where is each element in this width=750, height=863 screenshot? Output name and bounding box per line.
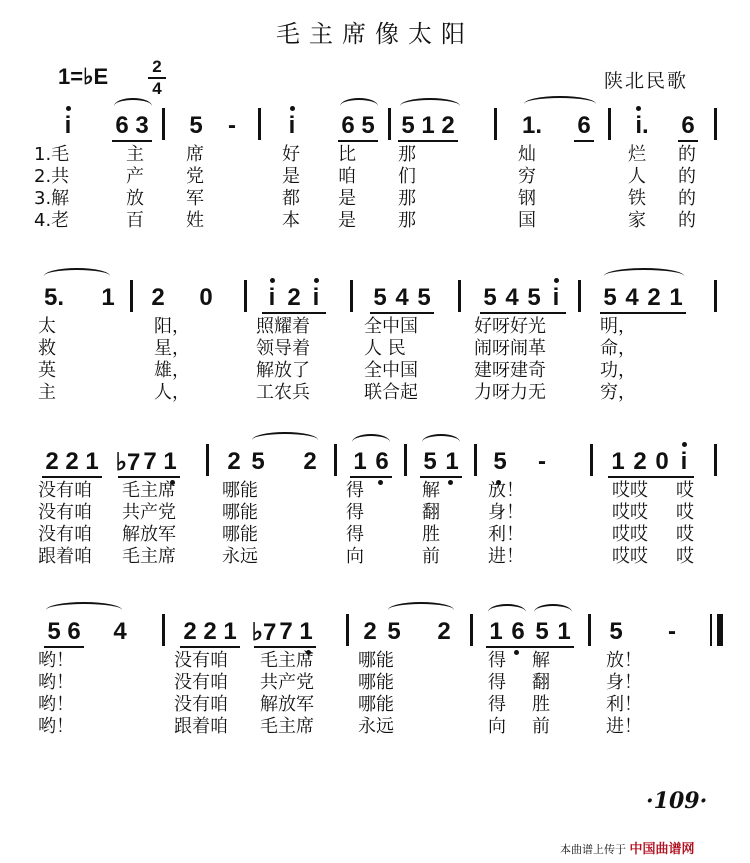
- slur: [400, 98, 460, 114]
- lyric: 哎: [676, 546, 694, 567]
- slur: [114, 98, 152, 114]
- barline: [162, 108, 165, 140]
- note: 1: [611, 448, 625, 475]
- lyric-line: [34, 546, 724, 568]
- slur: [340, 98, 378, 114]
- lyric: 领导着: [256, 338, 310, 359]
- lyric: 没有咱: [38, 480, 92, 501]
- lyric: 的: [678, 166, 696, 187]
- octave-dot: [314, 278, 319, 283]
- lyric-line: [34, 694, 724, 716]
- lyric: 人 民: [364, 338, 406, 359]
- barline: [350, 280, 353, 312]
- octave-dot: [290, 106, 295, 111]
- slur: [488, 604, 526, 620]
- note: 1: [163, 448, 177, 475]
- beam: [254, 646, 316, 648]
- barline: [162, 614, 165, 646]
- lyric-line: [34, 188, 724, 210]
- lyric: 星，: [154, 338, 190, 359]
- footer-credit: [560, 838, 695, 857]
- barline: [588, 614, 591, 646]
- lyric: 毛主席: [260, 716, 314, 737]
- note: 4: [113, 618, 127, 645]
- site-logo[interactable]: 中国曲谱网: [629, 842, 695, 857]
- slur: [534, 604, 572, 620]
- lyric: 2.共: [34, 166, 70, 187]
- lyric: 利！: [606, 694, 642, 715]
- octave-dot: [270, 278, 275, 283]
- note: 7: [143, 448, 157, 475]
- beam: [112, 140, 152, 142]
- note: 5: [47, 618, 61, 645]
- beam: [420, 476, 462, 478]
- note: 1.: [521, 112, 542, 139]
- barline: [346, 614, 349, 646]
- note: 5.: [43, 284, 64, 311]
- lyric: 闹呀闹革: [474, 338, 546, 359]
- note: 2: [45, 448, 59, 475]
- lyric: 明，: [600, 316, 636, 337]
- lyric: 那: [398, 210, 416, 231]
- lyric: 人: [628, 166, 646, 187]
- note: 3: [135, 112, 149, 139]
- note: 1: [557, 618, 571, 645]
- lyric: 哎哎: [612, 502, 648, 523]
- lyric: 进！: [606, 716, 642, 737]
- beam: [398, 140, 458, 142]
- note: 6: [577, 112, 591, 139]
- lyric-line: [34, 672, 724, 694]
- note: i: [288, 112, 296, 139]
- barline: [404, 444, 407, 476]
- lyric-line: [34, 144, 724, 166]
- note: 2: [647, 284, 661, 311]
- note: 1: [445, 448, 459, 475]
- slur: [604, 268, 684, 284]
- lyric-line: [34, 210, 724, 232]
- lyric: 解: [532, 650, 550, 671]
- note: 2: [183, 618, 197, 645]
- slur: [252, 432, 318, 448]
- score-system-4: [34, 610, 724, 738]
- beam: [486, 646, 574, 648]
- barline: [388, 108, 391, 140]
- lyric: 好: [282, 144, 300, 165]
- lyric: 哪能: [358, 694, 394, 715]
- lyric: 永远: [358, 716, 394, 737]
- final-barline-thin: [710, 614, 712, 646]
- lyric-line: [34, 316, 724, 338]
- notation-row: [34, 104, 724, 144]
- footer-text: 本曲谱上传于: [560, 843, 626, 856]
- lyric: 是: [282, 166, 300, 187]
- note: 6: [375, 448, 389, 475]
- note: 5: [373, 284, 387, 311]
- lyric: 哎: [676, 480, 694, 501]
- note: 5: [361, 112, 375, 139]
- note: i: [64, 112, 72, 139]
- beam: [262, 312, 326, 314]
- lyric: 1.毛: [34, 144, 70, 165]
- octave-dot: [554, 278, 559, 283]
- note: 5: [417, 284, 431, 311]
- slur: [352, 434, 390, 450]
- lyric: 哎: [676, 524, 694, 545]
- lyric: 本: [282, 210, 300, 231]
- note: 5: [609, 618, 623, 645]
- lyric: 共产党: [260, 672, 314, 693]
- beam: [338, 140, 378, 142]
- lyric: 解放了: [256, 360, 310, 381]
- note: i.: [635, 112, 649, 139]
- lyric-line: [34, 360, 724, 382]
- beam: [600, 312, 686, 314]
- lyric: 身！: [488, 502, 524, 523]
- note: ♭7: [251, 619, 277, 646]
- lyric: 得: [346, 502, 364, 523]
- lyric: 姓: [186, 210, 204, 231]
- note: 6: [681, 112, 695, 139]
- slur: [388, 602, 454, 618]
- note: 1: [669, 284, 683, 311]
- slur: [524, 96, 596, 112]
- note: i: [312, 284, 320, 311]
- lyric: 哪能: [358, 650, 394, 671]
- lyric: 哎: [676, 502, 694, 523]
- beam: [574, 140, 594, 142]
- note: 2: [437, 618, 451, 645]
- barline: [458, 280, 461, 312]
- barline: [334, 444, 337, 476]
- lyric: 工农兵: [256, 382, 310, 403]
- lyric: 3.解: [34, 188, 70, 209]
- barline: [494, 108, 497, 140]
- lyric: 雄，: [154, 360, 190, 381]
- lyric: 阳，: [154, 316, 190, 337]
- lyric: 利！: [488, 524, 524, 545]
- lyric: 永远: [222, 546, 258, 567]
- lyric: 毛主席: [122, 546, 176, 567]
- lyric: 主: [38, 382, 56, 403]
- note: 2: [227, 448, 241, 475]
- lyric: 哎哎: [612, 546, 648, 567]
- lyric: 哟！: [38, 650, 74, 671]
- note: -: [538, 448, 546, 475]
- note: 0: [655, 448, 669, 475]
- lyric-line: [34, 166, 724, 188]
- note: 1: [353, 448, 367, 475]
- note: 4: [395, 284, 409, 311]
- lyric: 力呀力无: [474, 382, 546, 403]
- barline: [244, 280, 247, 312]
- lyric: 穷: [518, 166, 536, 187]
- lyric-line: [34, 480, 724, 502]
- lyric: 放！: [606, 650, 642, 671]
- lyric: 得: [346, 480, 364, 501]
- beam: [180, 646, 240, 648]
- lyric: 党: [186, 166, 204, 187]
- note: 2: [633, 448, 647, 475]
- lyric: 家: [628, 210, 646, 231]
- note: 1: [489, 618, 503, 645]
- note: 2: [65, 448, 79, 475]
- lyric: 席: [186, 144, 204, 165]
- note: 2: [363, 618, 377, 645]
- note: -: [228, 112, 236, 139]
- note: 2: [303, 448, 317, 475]
- lyric: 解放军: [122, 524, 176, 545]
- barline: [470, 614, 473, 646]
- lyric: 跟着咱: [174, 716, 228, 737]
- note: 5: [423, 448, 437, 475]
- lyric: 哪能: [358, 672, 394, 693]
- lyric: 那: [398, 188, 416, 209]
- octave-dot: [682, 442, 687, 447]
- key-signature: 1=♭E: [58, 64, 109, 89]
- note: 5: [401, 112, 415, 139]
- note: 2: [151, 284, 165, 311]
- lyric: 救: [38, 338, 56, 359]
- lyric: 4.老: [34, 210, 70, 231]
- note: 1: [421, 112, 435, 139]
- note: 2: [441, 112, 455, 139]
- lyric: 胜: [422, 524, 440, 545]
- barline: [474, 444, 477, 476]
- lyric: 的: [678, 188, 696, 209]
- lyric: 太: [38, 316, 56, 337]
- lyric: 英: [38, 360, 56, 381]
- note: 5: [251, 448, 265, 475]
- lyric: 共产党: [122, 502, 176, 523]
- lyric: 得: [488, 672, 506, 693]
- lyric-line: [34, 650, 724, 672]
- barline: [714, 444, 717, 476]
- beam: [118, 476, 180, 478]
- time-denominator: 4: [152, 79, 162, 98]
- lyric: 人，: [154, 382, 190, 403]
- song-origin: 陕北民歌: [604, 70, 689, 92]
- slur: [44, 268, 110, 284]
- lyric: 钢: [518, 188, 536, 209]
- lyric: 前: [422, 546, 440, 567]
- lyric: 照耀着: [256, 316, 310, 337]
- note: 4: [505, 284, 519, 311]
- beam: [678, 140, 698, 142]
- lyric: 翻: [422, 502, 440, 523]
- score-system-2: [34, 276, 724, 404]
- note: i: [268, 284, 276, 311]
- note: 2: [203, 618, 217, 645]
- barline: [590, 444, 593, 476]
- lyric: 哎哎: [612, 480, 648, 501]
- score-system-1: [34, 104, 724, 232]
- lyric: 军: [186, 188, 204, 209]
- beam: [350, 476, 392, 478]
- lyric: 哪能: [222, 502, 258, 523]
- lyric: 放！: [488, 480, 524, 501]
- barline: [608, 108, 611, 140]
- lyric: 进！: [488, 546, 524, 567]
- final-barline-thick: [717, 614, 723, 646]
- note: ♭7: [115, 449, 141, 476]
- lyric: 功，: [600, 360, 636, 381]
- lyric: 全中国: [364, 360, 418, 381]
- page-number: ·109·: [646, 788, 708, 814]
- score-system-3: [34, 440, 724, 568]
- barline: [258, 108, 261, 140]
- time-numerator: 2: [152, 57, 162, 76]
- octave-dot: [636, 106, 641, 111]
- beam: [480, 312, 566, 314]
- lyric: 没有咱: [174, 650, 228, 671]
- lyric: 哪能: [222, 480, 258, 501]
- lyric: 都: [282, 188, 300, 209]
- slur: [46, 602, 122, 618]
- barline: [130, 280, 133, 312]
- note: 6: [511, 618, 525, 645]
- lyric: 是: [338, 210, 356, 231]
- lyric: 建呀建奇: [474, 360, 546, 381]
- lyric: 主: [126, 144, 144, 165]
- lyric: 毛主席: [122, 480, 176, 501]
- lyric: 没有咱: [174, 694, 228, 715]
- song-title: 毛主席像太阳: [276, 20, 474, 48]
- lyric: 向: [488, 716, 506, 737]
- lyric: 产: [126, 166, 144, 187]
- lyric: 百: [126, 210, 144, 231]
- lyric: 那: [398, 144, 416, 165]
- beam: [42, 476, 102, 478]
- barline: [206, 444, 209, 476]
- lyric: 的: [678, 210, 696, 231]
- note: 6: [67, 618, 81, 645]
- lyric: 身！: [606, 672, 642, 693]
- note: 7: [279, 618, 293, 645]
- note: 1: [299, 618, 313, 645]
- note: 6: [115, 112, 129, 139]
- note: 5: [189, 112, 203, 139]
- lyric: 的: [678, 144, 696, 165]
- lyric: 得: [488, 694, 506, 715]
- lyric: 跟着咱: [38, 546, 92, 567]
- lyric: 毛主席: [260, 650, 314, 671]
- lyric: 哟！: [38, 716, 74, 737]
- notation-row: [34, 440, 724, 480]
- lyric: 解放军: [260, 694, 314, 715]
- lyric: 哟！: [38, 694, 74, 715]
- lyric-line: [34, 502, 724, 524]
- lyric: 们: [398, 166, 416, 187]
- lyric: 翻: [532, 672, 550, 693]
- lyric: 联合起: [364, 382, 418, 403]
- note: 4: [625, 284, 639, 311]
- lyric: 胜: [532, 694, 550, 715]
- lyric: 哟！: [38, 672, 74, 693]
- note: 1: [85, 448, 99, 475]
- note: 5: [387, 618, 401, 645]
- lyric: 向: [346, 546, 364, 567]
- barline: [714, 280, 717, 312]
- notation-row: [34, 276, 724, 316]
- lyric: 没有咱: [174, 672, 228, 693]
- note: i: [680, 448, 688, 475]
- lyric: 前: [532, 716, 550, 737]
- note: 5: [527, 284, 541, 311]
- slur: [422, 434, 460, 450]
- beam: [608, 476, 694, 478]
- lyric: 哎哎: [612, 524, 648, 545]
- lyric-line: [34, 716, 724, 738]
- note: i: [552, 284, 560, 311]
- barline: [714, 108, 717, 140]
- lyric: 国: [518, 210, 536, 231]
- lyric-line: [34, 338, 724, 360]
- note: 5: [535, 618, 549, 645]
- note: 1: [223, 618, 237, 645]
- note: 2: [287, 284, 301, 311]
- note: 5: [483, 284, 497, 311]
- lyric: 没有咱: [38, 502, 92, 523]
- lyric: 好呀好光: [474, 316, 546, 337]
- note: 0: [199, 284, 213, 311]
- lyric: 命，: [600, 338, 636, 359]
- lyric: 穷，: [600, 382, 636, 403]
- lyric: 没有咱: [38, 524, 92, 545]
- note: 6: [341, 112, 355, 139]
- notation-row: [34, 610, 724, 650]
- lyric: 灿: [518, 144, 536, 165]
- lyric: 哪能: [222, 524, 258, 545]
- lyric: 比: [338, 144, 356, 165]
- note: 5: [493, 448, 507, 475]
- time-signature: [148, 58, 166, 98]
- lyric: 铁: [628, 188, 646, 209]
- lyric: 解: [422, 480, 440, 501]
- lyric: 是: [338, 188, 356, 209]
- note: -: [668, 618, 676, 645]
- beam: [370, 312, 434, 314]
- lyric-line: [34, 524, 724, 546]
- lyric-line: [34, 382, 724, 404]
- lyric: 咱: [338, 166, 356, 187]
- note: 5: [603, 284, 617, 311]
- octave-dot: [66, 106, 71, 111]
- lyric: 全中国: [364, 316, 418, 337]
- lyric: 放: [126, 188, 144, 209]
- lyric: 得: [488, 650, 506, 671]
- beam: [44, 646, 84, 648]
- lyric: 得: [346, 524, 364, 545]
- lyric: 烂: [628, 144, 646, 165]
- note: 1: [101, 284, 115, 311]
- barline: [578, 280, 581, 312]
